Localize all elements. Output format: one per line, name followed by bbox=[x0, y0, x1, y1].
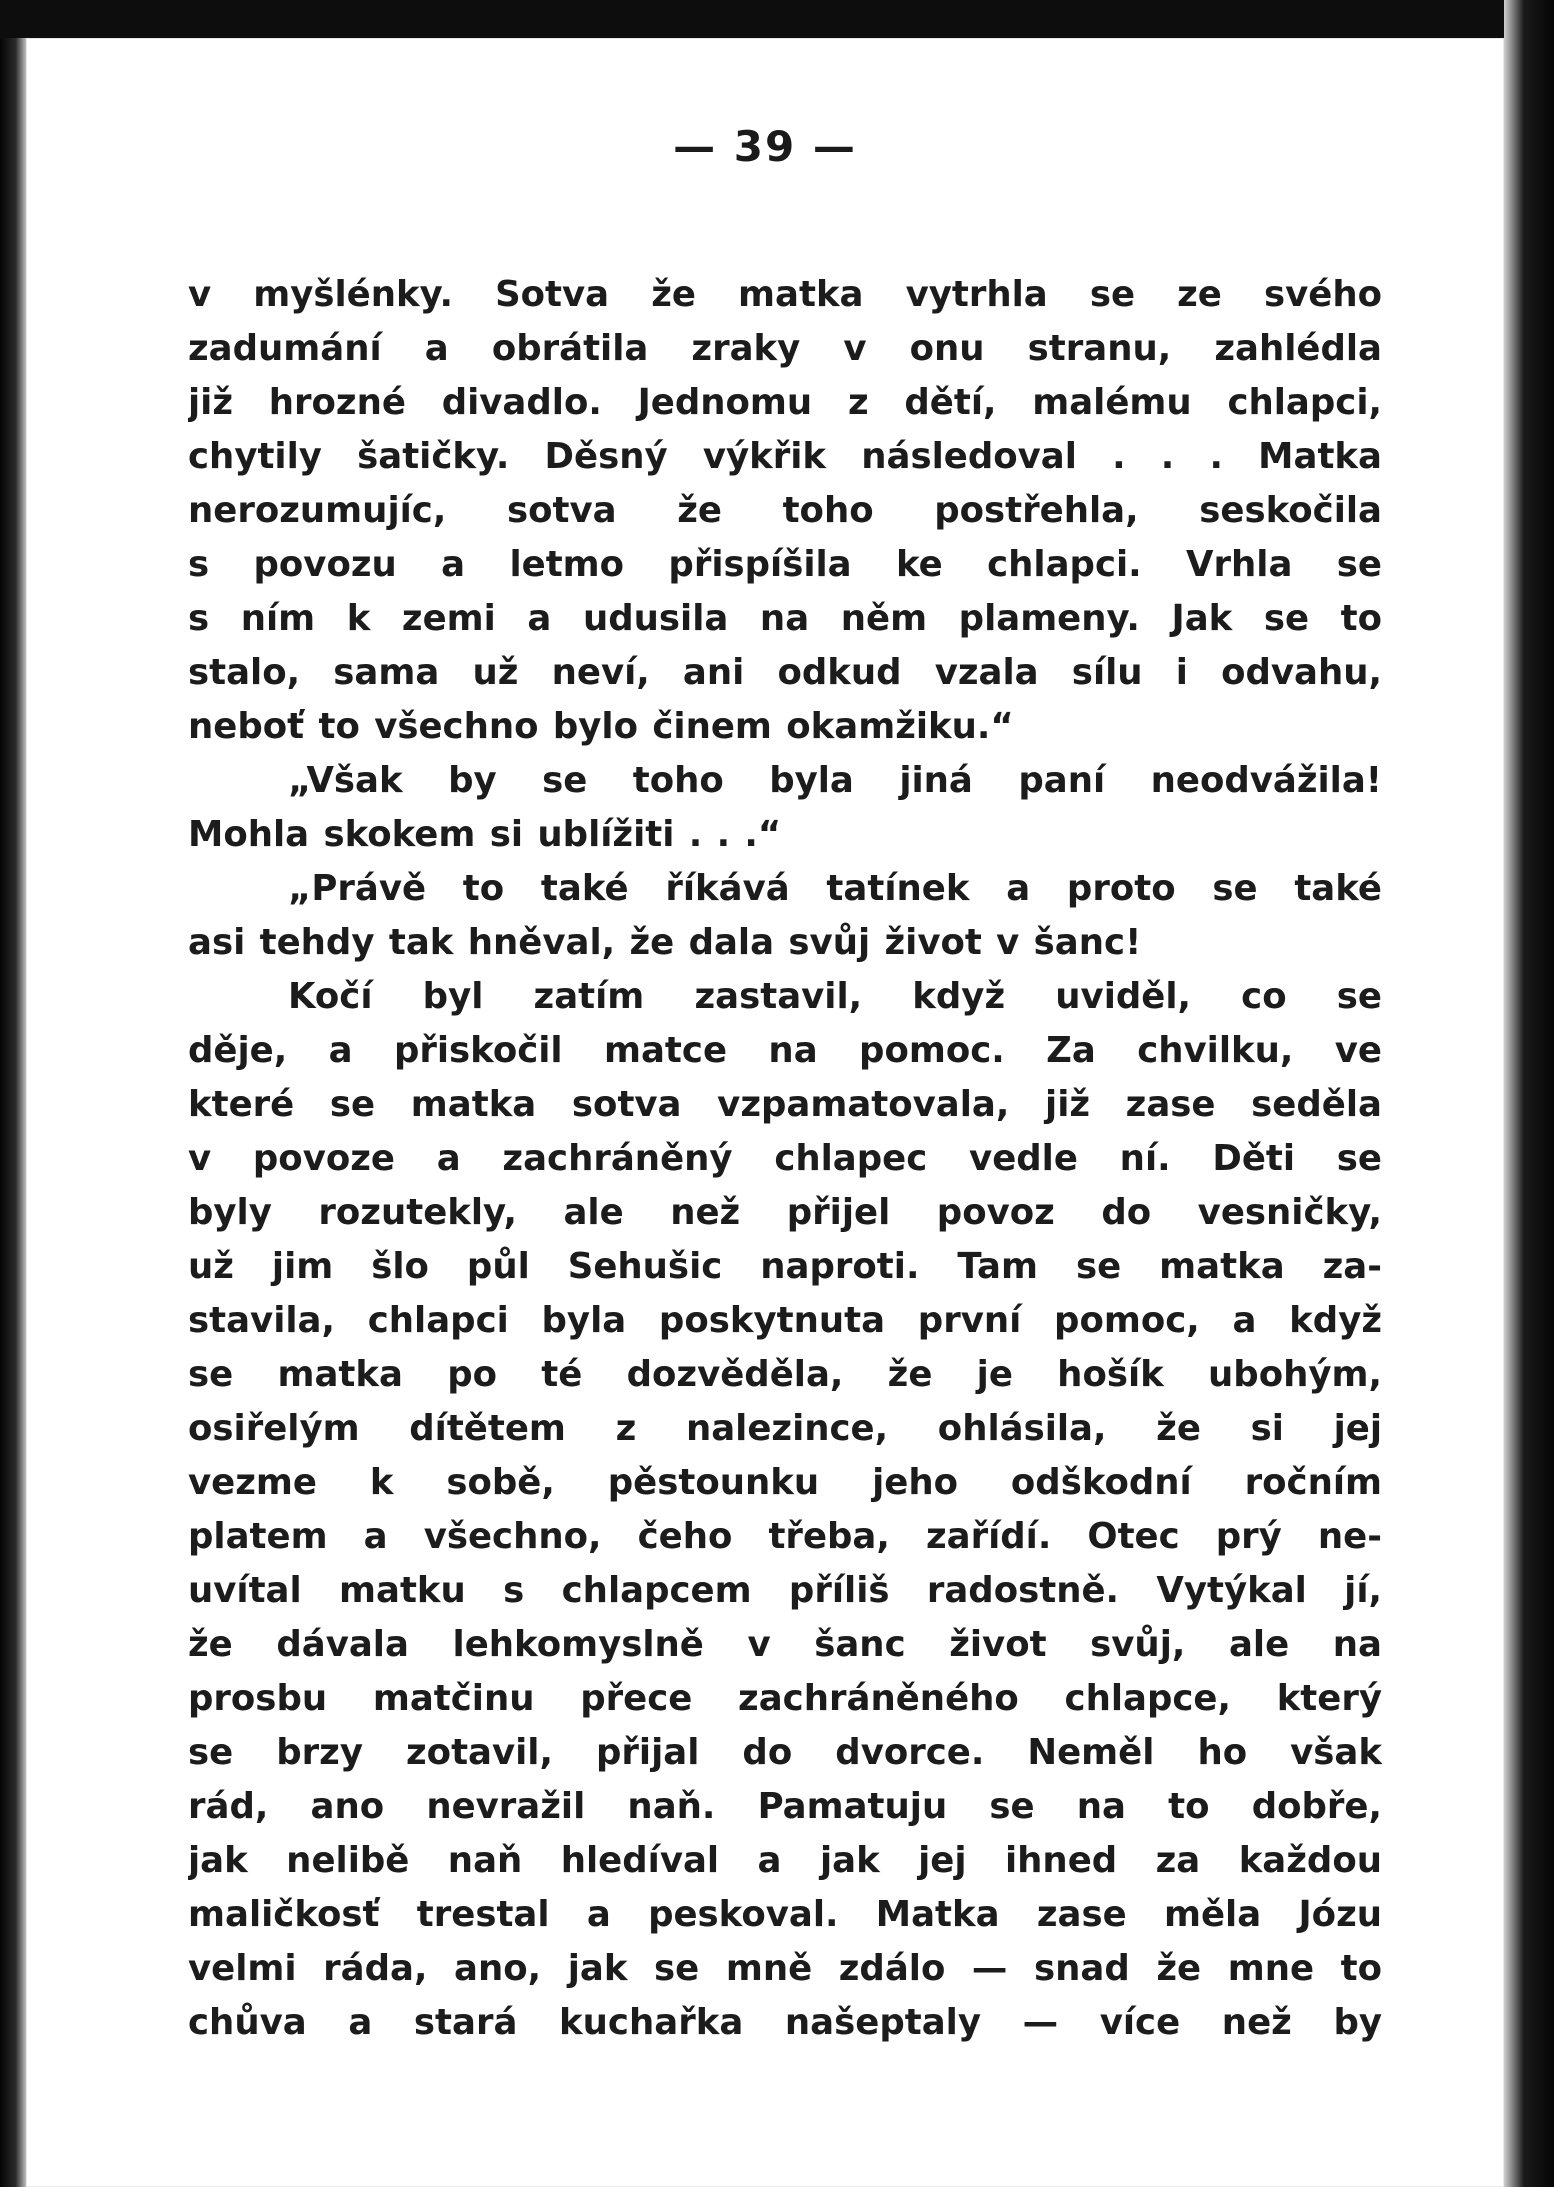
text-line: „Však by se toho byla jiná paní neodvážila! bbox=[288, 760, 1382, 801]
text-line: už jim šlo půl Sehušic naproti. Tam se matka za- bbox=[188, 1246, 1382, 1287]
text-line: se brzy zotavil, přijal do dvorce. Neměl ho však bbox=[188, 1732, 1382, 1773]
text-line: s povozu a letmo přispíšila ke chlapci. Vrhla se bbox=[188, 544, 1382, 585]
text-line: Kočí byl zatím zastavil, když uviděl, co se bbox=[288, 976, 1382, 1017]
page-edge-right bbox=[1504, 0, 1554, 2187]
text-line: s ním k zemi a udusila na něm plameny. Jak se to bbox=[188, 598, 1382, 639]
text-line: že dávala lehkomyslně v šanc život svůj, ale na bbox=[188, 1624, 1382, 1665]
page-number-header: — 39 — bbox=[673, 122, 857, 171]
text-line: prosbu matčinu přece zachráněného chlapce, který bbox=[188, 1678, 1382, 1719]
text-line: chytily šatičky. Děsný výkřik následoval . . . Matka bbox=[188, 436, 1382, 477]
book-page bbox=[26, 38, 1504, 2187]
text-line: se matka po té dozvěděla, že je hošík ubohým, bbox=[188, 1354, 1382, 1395]
text-line: maličkosť trestal a peskoval. Matka zase měla Józu bbox=[188, 1894, 1382, 1935]
text-line: v myšlénky. Sotva že matka vytrhla se ze svého bbox=[188, 274, 1382, 315]
text-line: uvítal matku s chlapcem příliš radostně. Vytýkal jí, bbox=[188, 1570, 1382, 1611]
text-line: nerozumujíc, sotva že toho postřehla, seskočila bbox=[188, 490, 1382, 531]
text-line: stavila, chlapci byla poskytnuta první pomoc, a když bbox=[188, 1300, 1382, 1341]
text-line: v povoze a zachráněný chlapec vedle ní. Děti se bbox=[188, 1138, 1382, 1179]
text-line: jak nelibě naň hledíval a jak jej ihned za každou bbox=[188, 1840, 1382, 1881]
text-line: „Právě to také říkává tatínek a proto se také bbox=[288, 868, 1382, 909]
text-line: již hrozné divadlo. Jednomu z dětí, malému chlapci, bbox=[188, 382, 1382, 423]
text-line: stalo, sama už neví, ani odkud vzala sílu i odvahu, bbox=[188, 652, 1382, 693]
body-text bbox=[188, 268, 1382, 2050]
text-line: které se matka sotva vzpamatovala, již zase seděla bbox=[188, 1084, 1382, 1125]
text-line: osiřelým dítětem z nalezince, ohlásila, že si jej bbox=[188, 1408, 1382, 1449]
text-line: velmi ráda, ano, jak se mně zdálo — snad že mne to bbox=[188, 1948, 1382, 1989]
text-line: zadumání a obrátila zraky v onu stranu, zahlédla bbox=[188, 328, 1382, 369]
text-line: děje, a přiskočil matce na pomoc. Za chvilku, ve bbox=[188, 1030, 1382, 1071]
text-line: asi tehdy tak hněval, že dala svůj život v šanc! bbox=[188, 922, 1142, 963]
text-line: Mohla skokem si ublížiti . . .“ bbox=[188, 814, 782, 855]
page-edge-left bbox=[0, 38, 26, 2187]
text-line: rád, ano nevražil naň. Pamatuju se na to dobře, bbox=[188, 1786, 1382, 1827]
text-line: neboť to všechno bylo činem okamžiku.“ bbox=[188, 706, 1014, 747]
text-line: vezme k sobě, pěstounku jeho odškodní ročním bbox=[188, 1462, 1382, 1503]
text-line: platem a všechno, čeho třeba, zařídí. Otec prý ne- bbox=[188, 1516, 1382, 1557]
text-line: chůva a stará kuchařka našeptaly — více než by bbox=[188, 2002, 1382, 2043]
text-line: byly rozutekly, ale než přijel povoz do vesničky, bbox=[188, 1192, 1382, 1233]
